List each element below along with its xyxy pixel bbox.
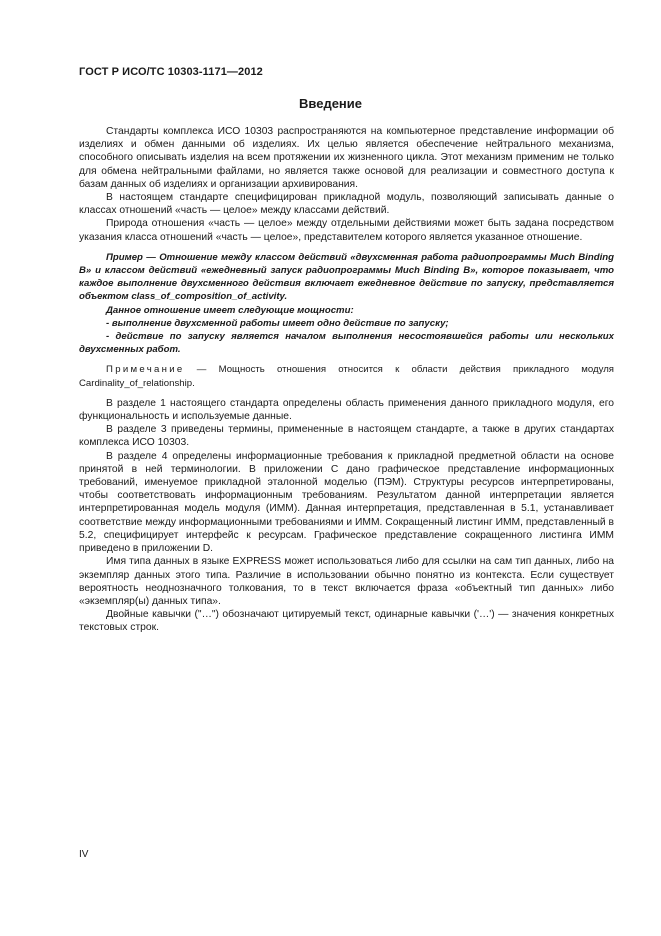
note-text: — Мощность отношения относится к области действия прикладного модуля <box>184 364 614 376</box>
paragraph-express: Имя типа данных в языке EXPRESS может использоваться либо для ссылки на сам тип данных, либо на экземпляр данных этого типа. Различие в использовании обычно понятно из контекста. Если существует вероятность неоднозначного толкования, то в текст включается фраза «объектный тип данных» либо «экземпляр(ы) данных типа». <box>79 556 614 607</box>
paragraph-section-3: В разделе 3 приведены термины, примененные в настоящем стандарте, а также в других стандартах комплекса ИСО 10303. <box>79 424 614 449</box>
example-paragraph: Пример — Отношение между классом действий «двухсменная работа радиопрограммы Much Binding B» и классом действий «ежедневный запуск радиопрограммы Much Binding B», которое показывает, что каждое выполнение двухсменного действия включает ежедневное действие по запуску, представляется объектом class_of_composition_of_activity. <box>79 251 614 303</box>
paragraph-quotes: Двойные кавычки ("…") обозначают цитируемый текст, одинарные кавычки ('…') — значения конкретных текстовых строк. <box>79 609 614 634</box>
document-header: ГОСТ Р ИСО/ТС 10303-1171—2012 <box>79 66 263 78</box>
document-body <box>79 125 614 635</box>
page-number: IV <box>79 849 89 860</box>
note-term: Cardinality_of_relationship <box>79 377 193 389</box>
example-cardinality-item-1: - выполнение двухсменной работы имеет одно действие по запуску; <box>106 317 449 329</box>
paragraph-section-1: В разделе 1 настоящего стандарта определены область применения данного прикладного модуля, его функциональность и используемые данные. <box>79 397 614 423</box>
example-cardinality-intro: Данное отношение имеет следующие мощности: <box>106 304 354 316</box>
paragraph-section-4: В разделе 4 определены информационные требования к прикладной предметной области на основе принятой в ней терминологии. В приложении С дано графическое представление информационных требований, именуемое прикладной эталонной моделью (ПЭМ). Структуры ресурсов интерпретированы, чтобы соответствовать информационным требованиям. Результатом данной интерпретации является интерпретированная модель модуля (ИММ). Данная интерпретация, представленная в 5.1, устанавливает соответствие между информационными требованиями и ИММ. Сокращенный листинг ИММ, представленный в 5.2, специфицирует интерфейс к ресурсам. Графическое представление сокращенного листинга ИММ приведено в приложении D. <box>79 450 614 555</box>
paragraph-standards: Стандарты комплекса ИСО 10303 распространяются на компьютерное представление информации об изделиях и обмен данными об изделиях. Их целью является обеспечение нейтрального механизма, способного описывать изделия на всем протяжении их жизненного цикла. Этот механизм применим не только для обмена нейтральными файлами, но является также основой для реализации и совместного доступа к базам данных об изделиях и организации архивирования. <box>79 126 614 190</box>
note-end: . <box>192 377 195 389</box>
example-cardinality-item-2: - действие по запуску является началом выполнения несостоявшейся работы или нескольких двухсменных работ. <box>79 331 614 356</box>
section-title: Введение <box>299 96 362 111</box>
paragraph-module: В настоящем стандарте специфицирован прикладной модуль, позволяющий записывать данные о классах отношений «часть — целое» между классами действий. <box>79 192 614 217</box>
paragraph-relation: Природа отношения «часть — целое» между отдельными действиями может быть задана посредством указания класса отношений «часть — целое», представителем которого является указанное отношение. <box>79 218 614 243</box>
note-label: Примечание <box>106 364 185 376</box>
note-paragraph <box>79 363 614 389</box>
